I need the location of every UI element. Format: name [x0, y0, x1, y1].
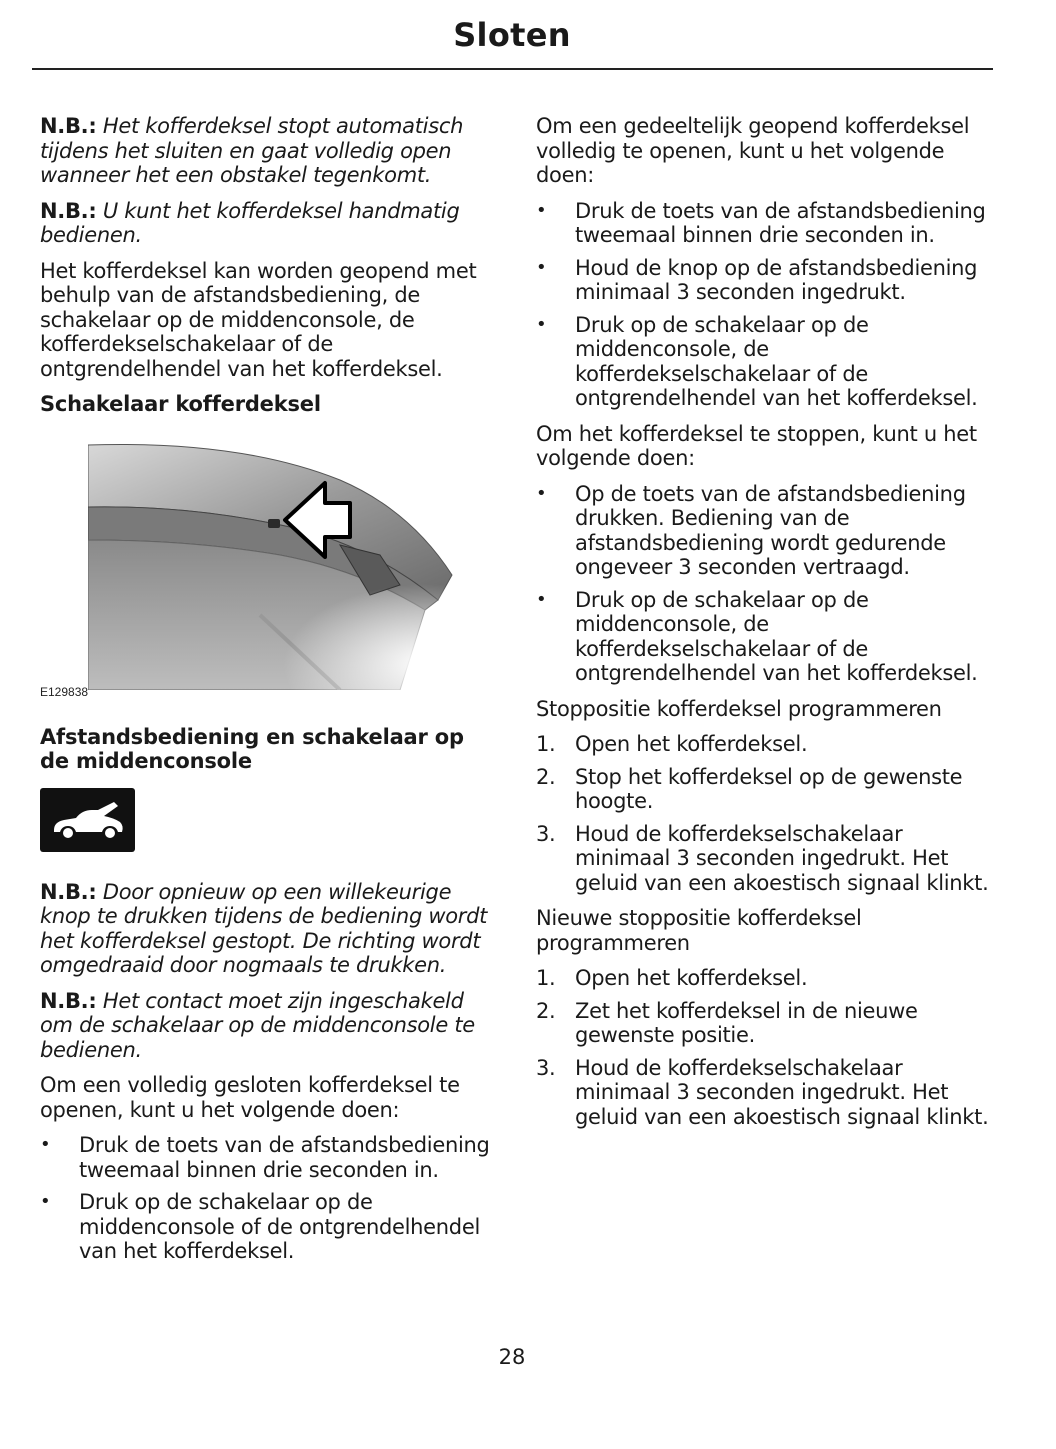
step-item: 3. Houd de kofferdekselschakelaar minimaal 3 seconden ingedrukt. Het geluid van een akoestisch signaal klinkt. [536, 821, 989, 895]
open-closed-list [40, 1133, 495, 1264]
bullet-mark: • [536, 199, 547, 221]
tailgate-switch-figure [40, 435, 495, 705]
title-divider [32, 68, 993, 70]
intro-paragraph: Het kofferdeksel kan worden geopend met behulp van de afstandsbediening, de schakelaar op de middenconsole, de kofferdekselschakelaar of de ontgrendelhendel van het kofferdeksel. [40, 258, 477, 381]
step-item: 1. Open het kofferdeksel. [536, 732, 808, 756]
note-manual-operation [40, 199, 495, 248]
bullet-mark: • [40, 1191, 51, 1212]
note-label: N.B.: [40, 114, 97, 138]
list-item: • Op de toets van de afstandsbediening drukken. Bediening van de afstandsbediening wordt gedurende ongeveer 3 seconden vertraagd. [536, 481, 966, 579]
program-steps [536, 732, 996, 895]
list-item: • Druk de toets van de afstandsbediening tweemaal binnen drie seconden in. [536, 198, 986, 247]
step-number: 2. [536, 764, 556, 789]
note-label: N.B.: [40, 198, 97, 223]
step-number: 1. [536, 732, 556, 756]
note-automatic-stop [40, 114, 495, 188]
list-item: • Druk op de schakelaar op de middenconsole of de ontgrendelhendel van het kofferdeksel. [40, 1190, 480, 1263]
open-closed-intro: Om een volledig gesloten kofferdeksel te openen, kunt u het volgende doen: [40, 1073, 460, 1122]
note-text: Het contact moet zijn ingeschakeld om de schakelaar op de middenconsole te bedienen. [40, 988, 475, 1062]
figure-caption: E129838 [40, 685, 89, 699]
step-item: 1. Open het kofferdeksel. [536, 966, 808, 990]
partial-open-intro: Om een gedeeltelijk geopend kofferdeksel volledig te openen, kunt u het volgende doen: [536, 114, 970, 187]
stop-list [536, 482, 996, 686]
new-program-title: Nieuwe stoppositie kofferdeksel programmeren [536, 906, 862, 955]
bullet-mark: • [536, 588, 547, 610]
step-item: 2. Zet het kofferdeksel in de nieuwe gewenste positie. [536, 998, 918, 1047]
list-item: • Druk op de schakelaar op de middenconsole, de kofferdekselschakelaar of de ontgrendelhendel van het kofferdeksel. [536, 587, 978, 685]
note-ignition [40, 989, 495, 1063]
partial-open-list [536, 199, 996, 411]
step-number: 3. [536, 1055, 556, 1080]
bullet-mark: • [536, 482, 547, 504]
list-item: • Druk de toets van de afstandsbediening tweemaal binnen drie seconden in. [40, 1133, 490, 1182]
step-item: 3. Houd de kofferdekselschakelaar minimaal 3 seconden ingedrukt. Het geluid van een akoestisch signaal klinkt. [536, 1055, 989, 1129]
stop-intro: Om het kofferdeksel te stoppen, kunt u het volgende doen: [536, 421, 977, 470]
note-label: N.B.: [40, 879, 97, 904]
step-number: 2. [536, 998, 556, 1023]
bullet-mark: • [536, 313, 547, 335]
step-number: 1. [536, 966, 556, 990]
left-column [40, 114, 495, 1275]
tailgate-illustration [40, 435, 495, 690]
trunk-open-icon [40, 788, 135, 852]
step-number: 3. [536, 821, 556, 846]
section-heading-tailgate-switch: Schakelaar kofferdeksel [40, 392, 321, 416]
right-column [536, 114, 996, 1140]
bullet-mark: • [536, 256, 547, 278]
note-text: Door opnieuw op een willekeurige knop te drukken tijdens de bediening wordt het kofferdeksel gestopt. De richting wordt omgedraaid door nogmaals te drukken. [40, 879, 488, 977]
step-item: 2. Stop het kofferdeksel op de gewenste hoogte. [536, 764, 963, 813]
page-title: Sloten [453, 16, 571, 54]
note-text: U kunt het kofferdeksel handmatig bedienen. [40, 198, 460, 247]
note-text: Het kofferdeksel stopt automatisch tijdens het sluiten en gaat volledig open wanneer het een obstakel tegenkomt. [40, 114, 464, 187]
list-item: • Druk op de schakelaar op de middenconsole, de kofferdekselschakelaar of de ontgrendelhendel van het kofferdeksel. [536, 312, 978, 410]
program-title: Stoppositie kofferdeksel programmeren [536, 696, 942, 721]
page-number: 28 [498, 1345, 526, 1369]
note-label: N.B.: [40, 988, 97, 1013]
note-stop-reverse [40, 880, 495, 978]
section-heading-remote-console: Afstandsbediening en schakelaar op de middenconsole [40, 724, 464, 773]
bullet-mark: • [40, 1134, 51, 1155]
new-program-steps [536, 966, 996, 1129]
list-item: • Houd de knop op de afstandsbediening minimaal 3 seconden ingedrukt. [536, 255, 978, 304]
